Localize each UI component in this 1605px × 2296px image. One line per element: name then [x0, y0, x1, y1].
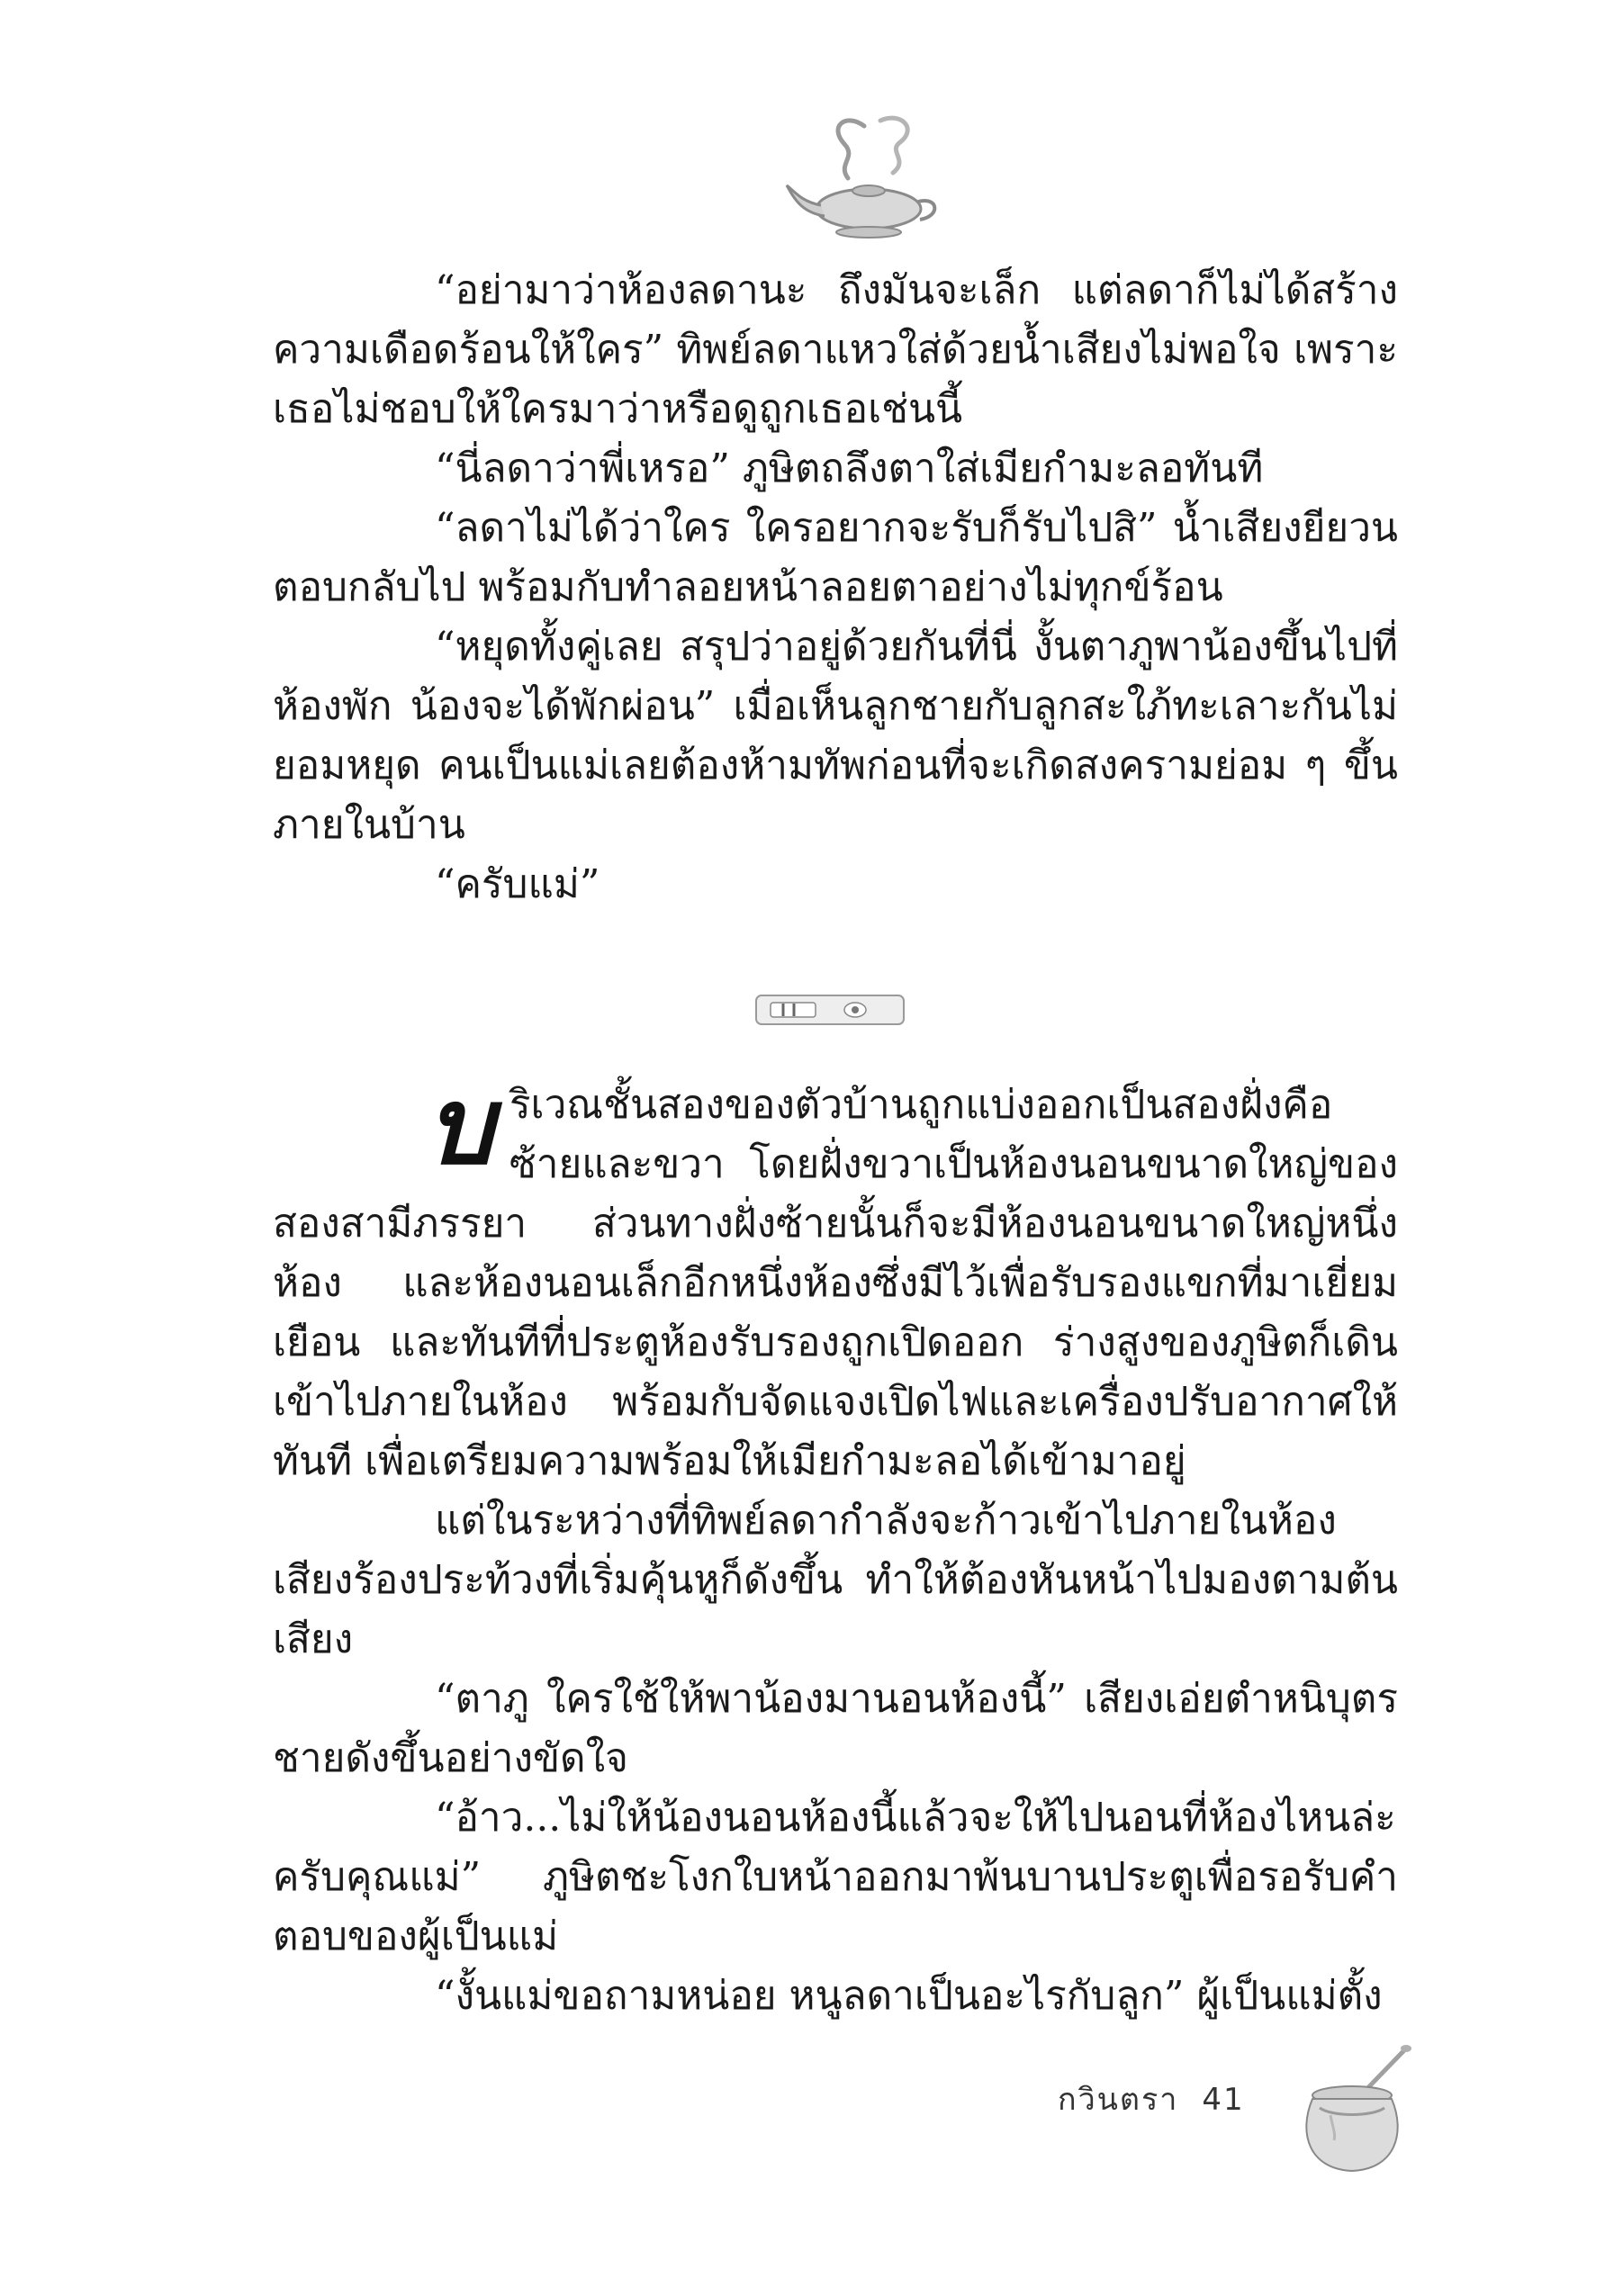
paragraph: “ตาภู ใครใช้ให้พาน้องมานอนห้องนี้” เสียงเอ่ยตำหนิบุตรชายดังขึ้นอย่างขัดใจ: [273, 1676, 1398, 1781]
text-section-1: [273, 261, 1398, 914]
paragraph: “อ้าว...ไม่ให้น้องนอนห้องนี้แล้วจะให้ไปนอนที่ห้องไหนล่ะครับคุณแม่” ภูษิตชะโงกใบหน้าออกมาพ้นบานประตูเพื่อรอรับคำตอบของผู้เป็นแม่: [273, 1795, 1398, 1959]
teapot-icon: [774, 108, 954, 243]
paragraph: “หยุดทั้งคู่เลย สรุปว่าอยู่ด้วยกันที่นี่ งั้นตาภูพาน้องขึ้นไปที่ห้องพัก น้องจะได้พักผ่อน” เมื่อเห็นลูกชายกับลูกสะใภ้ทะเลาะกันไม่ยอมหยุด คนเป็นแม่เลยต้องห้ามทัพก่อนที่จะเกิดสงครามย่อม ๆ ขึ้นภายในบ้าน: [273, 624, 1398, 848]
paragraph: “งั้นแม่ขอถามหน่อย หนูลดาเป็นอะไรกับลูก” ผู้เป็นแม่ตั้ง: [435, 1973, 1383, 2019]
paragraph: “ลดาไม่ได้ว่าใคร ใครอยากจะรับก็รับไปสิ” น้ำเสียงยียวนตอบกลับไป พร้อมกับทำลอยหน้าลอยตาอย่างไม่ทุกข์ร้อน: [273, 505, 1398, 610]
text-section-2: [273, 1063, 1398, 2026]
opening-paragraph-text: ริเวณชั้นสองของตัวบ้านถูกแบ่งออกเป็นสองฝั่งคือซ้ายและขวา โดยฝั่งขวาเป็นห้องนอนขนาดใหญ่ของสองสามีภรรยา ส่วนทางฝั่งซ้ายนั้นก็จะมีห้องนอนขนาดใหญ่หนึ่งห้อง และห้องนอนเล็กอีกหนึ่งห้องซึ่งมีไว้เพื่อรับรองแขกที่มาเยี่ยมเยือน และทันทีที่ประตูห้องรับรองถูกเปิดออก ร่างสูงของภูษิตก็เดินเข้าไปภายในห้อง พร้อมกับจัดแจงเปิดไฟและเครื่องปรับอากาศให้ทันที เพื่อเตรียมความพร้อมให้เมียกำมะลอได้เข้ามาอยู่: [273, 1082, 1398, 1484]
drop-cap: บ: [426, 1063, 493, 1188]
pregnancy-test-icon: [754, 990, 906, 1030]
paragraph: แต่ในระหว่างที่ทิพย์ลดากำลังจะก้าวเข้าไปภายในห้อง เสียงร้องประท้วงที่เริ่มคุ้นหูก็ดังขึ้น ทำให้ต้องหันหน้าไปมองตามต้นเสียง: [273, 1498, 1398, 1662]
paragraph: “นี่ลดาว่าพี่เหรอ” ภูษิตถลึงตาใส่เมียกำมะลอทันที: [435, 446, 1264, 491]
paragraph: “ครับแม่”: [435, 861, 600, 907]
paragraph: “อย่ามาว่าห้องลดานะ ถึงมันจะเล็ก แต่ลดาก็ไม่ได้สร้างความเดือดร้อนให้ใคร” ทิพย์ลดาแหวใส่ด้วยน้ำเสียงไม่พอใจ เพราะเธอไม่ชอบให้ใครมาว่าหรือดูถูกเธอเช่นนี้: [273, 267, 1398, 432]
honey-pot-icon: [1296, 2043, 1413, 2178]
page-footer: [1058, 2075, 1245, 2123]
page-number: 41: [1202, 2082, 1245, 2118]
opening-paragraph: [273, 1063, 1398, 1491]
author-name: กวินตรา: [1058, 2082, 1179, 2118]
